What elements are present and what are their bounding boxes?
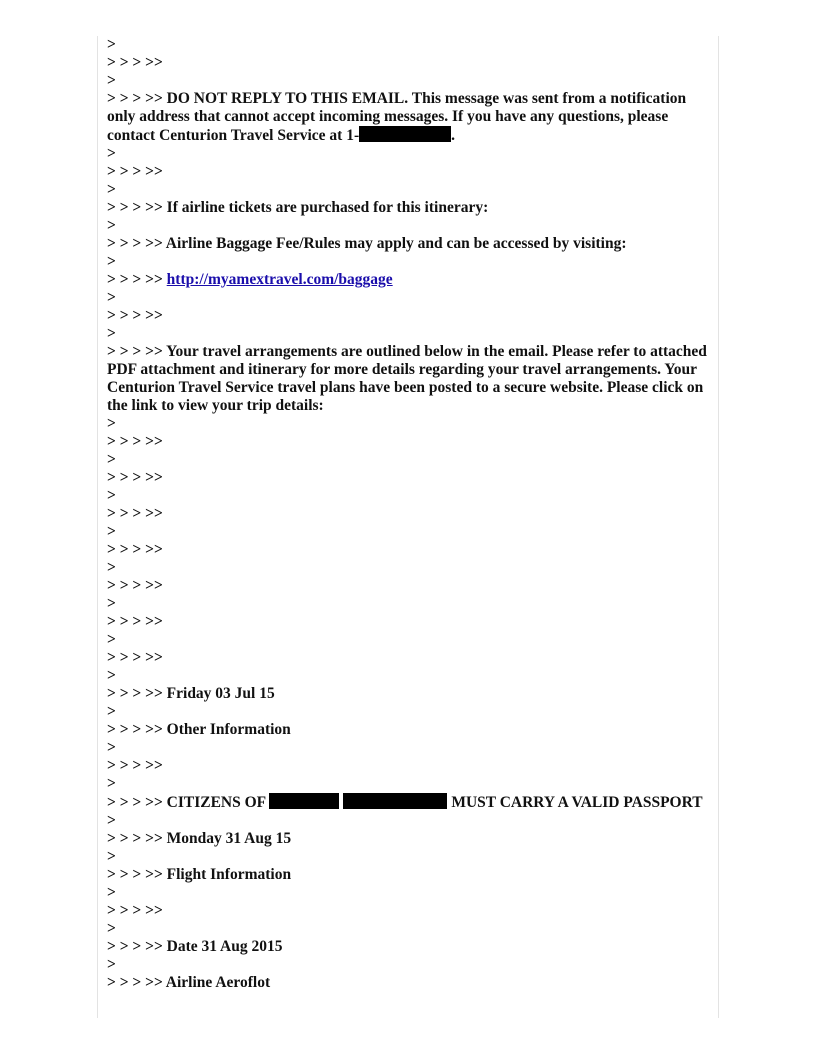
line-text: > > > >> — [107, 902, 163, 919]
email-line — [107, 848, 711, 866]
line-text: > — [107, 920, 116, 937]
email-line — [107, 343, 711, 415]
email-line — [107, 217, 711, 235]
line-text: > — [107, 523, 116, 540]
line-text: > — [107, 253, 116, 270]
line-text: > — [107, 956, 116, 973]
line-text: > — [107, 181, 116, 198]
email-line — [107, 307, 711, 325]
line-text: > — [107, 667, 116, 684]
line-text: > > > >> — [107, 54, 163, 71]
email-line — [107, 199, 711, 217]
email-line — [107, 775, 711, 793]
line-text: > — [107, 848, 116, 865]
line-text: > > > >> — [107, 469, 163, 486]
line-text: > > > >> If airline tickets are purchased for this itinerary: — [107, 199, 489, 216]
line-text: > > > >> Date 31 Aug 2015 — [107, 938, 283, 955]
line-text: > > > >> CITIZENS OF — [107, 794, 270, 811]
email-line — [107, 559, 711, 577]
email-line — [107, 793, 711, 812]
email-line — [107, 595, 711, 613]
line-text: > > > >> — [107, 307, 163, 324]
line-text: > — [107, 145, 116, 162]
line-text: > — [107, 703, 116, 720]
email-line — [107, 415, 711, 433]
email-line — [107, 145, 711, 163]
email-line — [107, 830, 711, 848]
email-line — [107, 649, 711, 667]
line-text: > — [107, 415, 116, 432]
line-text: > > > >> — [107, 541, 163, 558]
line-text: > > > >> — [107, 757, 163, 774]
line-text: > > > >> Airline Baggage Fee/Rules may apply and can be accessed by visiting: — [107, 235, 627, 252]
email-line — [107, 541, 711, 559]
email-line — [107, 866, 711, 884]
line-text: > — [107, 72, 116, 89]
line-tail-text: . — [451, 127, 455, 144]
redaction-block — [359, 126, 451, 142]
line-text: > — [107, 325, 116, 342]
email-line — [107, 54, 711, 72]
line-text: > > > >> — [107, 505, 163, 522]
line-text: > — [107, 451, 116, 468]
email-line — [107, 938, 711, 956]
line-text: > > > >> — [107, 163, 163, 180]
email-line — [107, 36, 711, 54]
baggage-link[interactable]: http://myamextravel.com/baggage — [166, 271, 393, 288]
email-line — [107, 667, 711, 685]
email-line — [107, 90, 711, 145]
email-line — [107, 956, 711, 974]
email-line — [107, 235, 711, 253]
email-line — [107, 577, 711, 595]
email-line — [107, 920, 711, 938]
line-text: > > > >> — [107, 271, 167, 288]
email-line — [107, 523, 711, 541]
line-text: > — [107, 36, 116, 53]
email-line — [107, 757, 711, 775]
line-text: > > > >> — [107, 613, 163, 630]
line-tail-text: MUST CARRY A VALID PASSPORT — [447, 794, 703, 811]
line-text: > > > >> Monday 31 Aug 15 — [107, 830, 292, 847]
email-line — [107, 72, 711, 90]
line-text: > > > >> Flight Information — [107, 866, 292, 883]
line-text: > > > >> — [107, 433, 163, 450]
line-text: > — [107, 487, 116, 504]
line-text: > — [107, 289, 116, 306]
line-text: > > > >> Other Information — [107, 721, 291, 738]
line-text: > > > >> — [107, 577, 163, 594]
line-text: > — [107, 812, 116, 829]
email-line — [107, 613, 711, 631]
line-text: > — [107, 595, 116, 612]
line-text: > — [107, 559, 116, 576]
email-line — [107, 884, 711, 902]
email-line — [107, 631, 711, 649]
email-body — [107, 36, 711, 992]
email-line — [107, 163, 711, 181]
email-line — [107, 469, 711, 487]
email-line — [107, 721, 711, 739]
email-line — [107, 433, 711, 451]
line-text: > > > >> — [107, 649, 163, 666]
email-line — [107, 739, 711, 757]
line-text: > > > >> Your travel arrangements are outlined below in the email. Please refer to attached PDF attachment and itinerary for more details regarding your travel arrangements. Your Centurion Travel Service travel plans have been posted to a secure website. Please click on the link to view your trip details: — [107, 343, 711, 414]
redaction-block — [269, 793, 339, 809]
line-text: > — [107, 217, 116, 234]
email-line — [107, 902, 711, 920]
email-line — [107, 703, 711, 721]
line-text: > — [107, 884, 116, 901]
redaction-block — [343, 793, 447, 809]
email-line — [107, 685, 711, 703]
line-text: > — [107, 631, 116, 648]
line-text: > — [107, 739, 116, 756]
line-text: > > > >> DO NOT REPLY TO THIS EMAIL. This message was sent from a notification only address that cannot accept incoming messages. If you have any questions, please contact Centurion Travel Service at 1- — [107, 90, 691, 144]
email-line — [107, 812, 711, 830]
line-text: > > > >> Airline Aeroflot — [107, 974, 271, 991]
line-text: > > > >> Friday 03 Jul 15 — [107, 685, 275, 702]
line-text: > — [107, 775, 116, 792]
email-line — [107, 271, 711, 289]
email-line — [107, 325, 711, 343]
email-line — [107, 181, 711, 199]
email-line — [107, 974, 711, 992]
email-line — [107, 451, 711, 469]
email-line — [107, 505, 711, 523]
email-line — [107, 253, 711, 271]
email-line — [107, 487, 711, 505]
email-line — [107, 289, 711, 307]
